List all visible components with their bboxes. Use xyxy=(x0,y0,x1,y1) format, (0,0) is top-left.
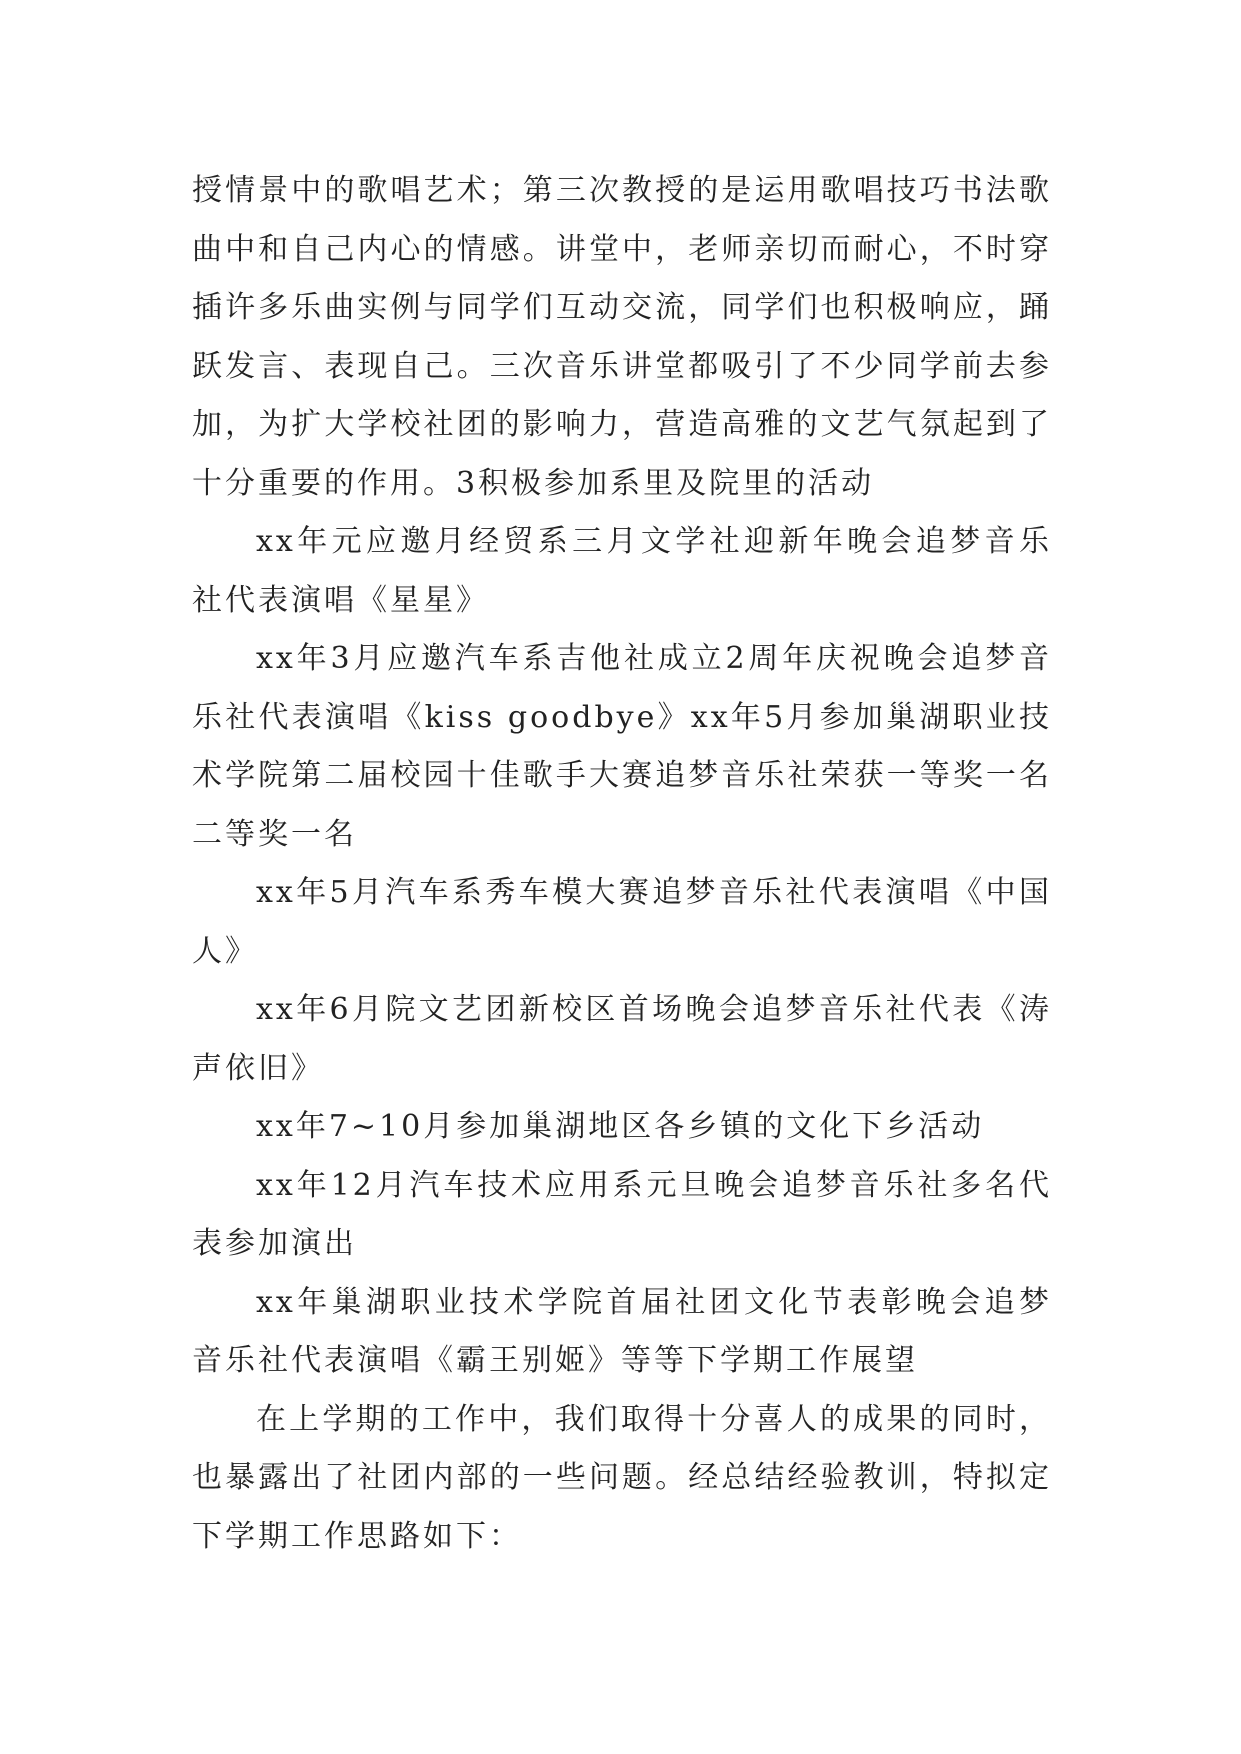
paragraph-1: 授情景中的歌唱艺术；第三次教授的是运用歌唱技巧书法歌曲中和自己内心的情感。讲堂中，老师亲切而耐心，不时穿插许多乐曲实例与同学们互动交流，同学们也积极响应，踊跃发言、表现自己。三次音乐讲堂都吸引了不少同学前去参加，为扩大学校社团的影响力，营造高雅的文艺气氛起到了十分重要的作用。3积极参加系里及院里的活动 xyxy=(192,173,1052,501)
paragraph-5: xx年6月院文艺团新校区首场晚会追梦音乐社代表《涛声依旧》 xyxy=(192,992,1052,1086)
paragraph-3: xx年3月应邀汽车系吉他社成立2周年庆祝晚会追梦音乐社代表演唱《kiss goodbye》xx年5月参加巢湖职业技术学院第二届校园十佳歌手大赛追梦音乐社荣获一等奖一名二等奖一名 xyxy=(192,641,1052,852)
document-page xyxy=(192,162,1052,1566)
paragraph-4: xx年5月汽车系秀车模大赛追梦音乐社代表演唱《中国人》 xyxy=(192,875,1052,969)
paragraph-2: xx年元应邀月经贸系三月文学社迎新年晚会追梦音乐社代表演唱《星星》 xyxy=(192,524,1052,618)
paragraph-6: xx年7~10月参加巢湖地区各乡镇的文化下乡活动 xyxy=(256,1109,985,1144)
paragraph-7: xx年12月汽车技术应用系元旦晚会追梦音乐社多名代表参加演出 xyxy=(192,1167,1052,1261)
paragraph-9: 在上学期的工作中，我们取得十分喜人的成果的同时，也暴露出了社团内部的一些问题。经总结经验教训，特拟定下学期工作思路如下： xyxy=(192,1401,1052,1554)
paragraph-8: xx年巢湖职业技术学院首届社团文化节表彰晚会追梦音乐社代表演唱《霸王别姬》等等下学期工作展望 xyxy=(192,1284,1052,1378)
